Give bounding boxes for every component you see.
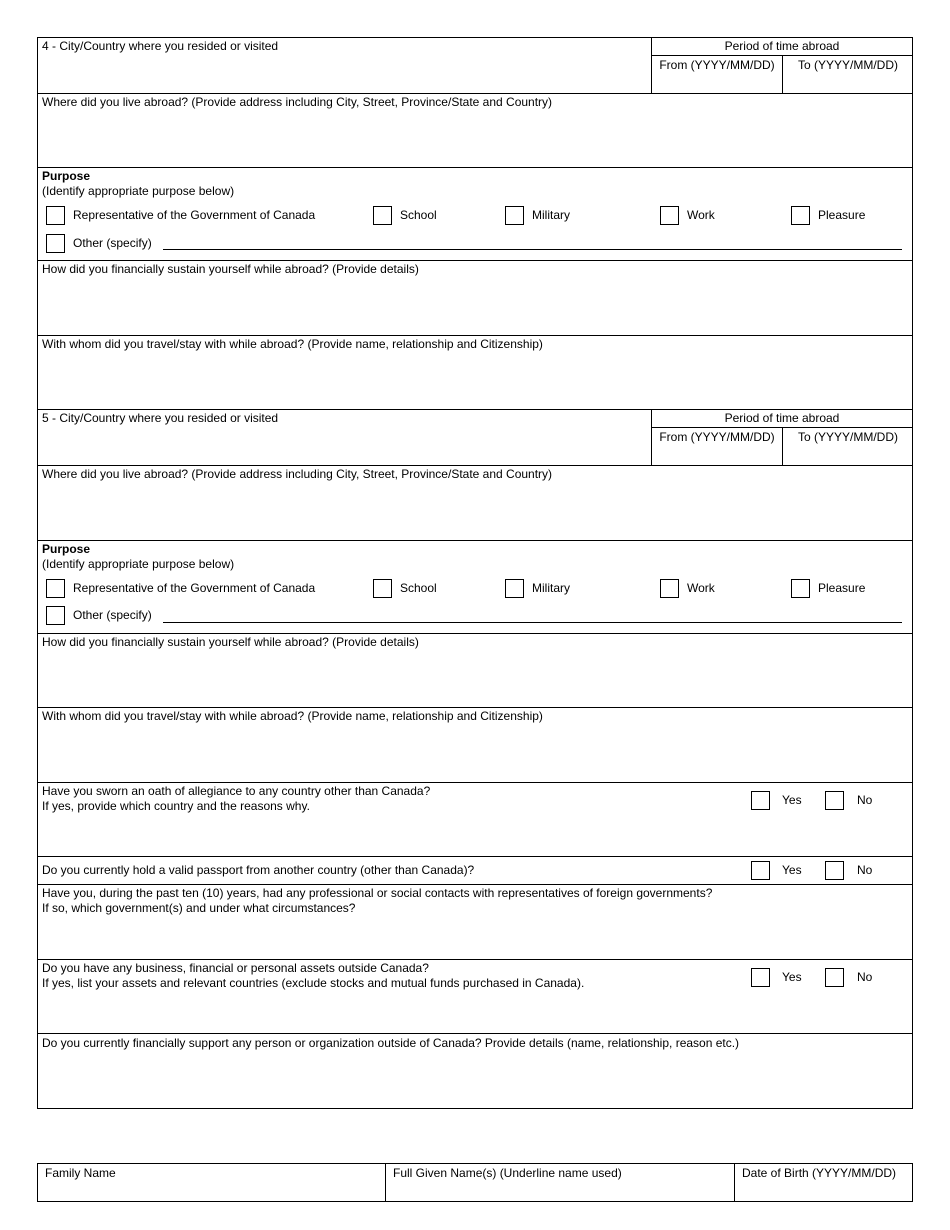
entry-4-checkbox-military[interactable] [505, 206, 524, 225]
given-names-input[interactable] [386, 1182, 733, 1201]
entry-4-option-work: Work [687, 208, 715, 222]
passport-no-label: No [857, 863, 873, 877]
entry-4-travel-label: With whom did you travel/stay with while abroad? (Provide name, relationship and Citizenship) [42, 337, 543, 351]
divider [37, 884, 913, 885]
entry-4-checkbox-school[interactable] [373, 206, 392, 225]
entry-5-checkbox-government[interactable] [46, 579, 65, 598]
contacts-question-line2: If so, which government(s) and under what circumstances? [42, 901, 356, 915]
given-names-label: Full Given Name(s) (Underline name used) [393, 1166, 622, 1180]
entry-4-checkbox-work[interactable] [660, 206, 679, 225]
family-name-input[interactable] [38, 1182, 384, 1201]
contacts-question-line1: Have you, during the past ten (10) years, had any professional or social contacts with representatives of foreign governments? [42, 886, 713, 900]
divider [37, 335, 913, 336]
assets-no-label: No [857, 970, 873, 984]
entry-5-purpose-hint: (Identify appropriate purpose below) [42, 557, 235, 571]
oath-question-line1: Have you sworn an oath of allegiance to any country other than Canada? [42, 784, 431, 798]
entry-5-checkbox-military[interactable] [505, 579, 524, 598]
entry-5-sustain-input[interactable] [38, 652, 912, 707]
divider [37, 959, 913, 960]
entry-5-other-label: Other (specify) [73, 608, 152, 622]
entry-5-checkbox-other[interactable] [46, 606, 65, 625]
entry-5-city-country-input[interactable] [38, 428, 650, 465]
oath-question-line2: If yes, provide which country and the reasons why. [42, 799, 310, 813]
divider [37, 633, 913, 634]
entry-4-option-pleasure: Pleasure [818, 208, 866, 222]
entry-4-purpose-title: Purpose [42, 169, 91, 183]
assets-question-line2: If yes, list your assets and relevant countries (exclude stocks and mutual funds purchased in Canada). [42, 976, 585, 990]
entry-4-option-military: Military [532, 208, 570, 222]
family-name-label: Family Name [45, 1166, 116, 1180]
entry-5-to-input[interactable] [783, 446, 912, 465]
entry-5-travel-input[interactable] [38, 726, 912, 781]
oath-no-label: No [857, 793, 873, 807]
entry-4-purpose-hint: (Identify appropriate purpose below) [42, 184, 235, 198]
assets-yes-checkbox[interactable] [751, 968, 770, 987]
passport-yes-checkbox[interactable] [751, 861, 770, 880]
divider [37, 1033, 913, 1034]
entry-4-option-government: Representative of the Government of Canada [73, 208, 316, 222]
entry-4-sustain-input[interactable] [38, 279, 912, 334]
entry-4-other-specify-line[interactable] [163, 249, 902, 250]
entry-4-period-label: Period of time abroad [724, 39, 840, 53]
entry-4-travel-input[interactable] [38, 353, 912, 408]
entry-5-period-label: Period of time abroad [724, 411, 840, 425]
entry-4-address-input[interactable] [38, 112, 912, 166]
entry-5-option-military: Military [532, 581, 570, 595]
entry-4-to-input[interactable] [783, 74, 912, 93]
assets-details-input[interactable] [38, 993, 912, 1032]
assets-yes-label: Yes [782, 970, 802, 984]
passport-question: Do you currently hold a valid passport from another country (other than Canada)? [42, 863, 475, 877]
date-of-birth-input[interactable] [735, 1182, 912, 1201]
divider [37, 409, 913, 410]
divider [37, 856, 913, 857]
entry-5-option-school: School [400, 581, 437, 595]
entry-4-city-country-label: 4 - City/Country where you resided or visited [42, 39, 279, 53]
entry-4-other-label: Other (specify) [73, 236, 152, 250]
oath-details-input[interactable] [38, 816, 912, 856]
oath-yes-checkbox[interactable] [751, 791, 770, 810]
contacts-details-input[interactable] [38, 918, 912, 958]
entry-4-to-label: To (YYYY/MM/DD) [797, 58, 898, 72]
entry-5-checkbox-school[interactable] [373, 579, 392, 598]
entry-5-from-label: From (YYYY/MM/DD) [659, 430, 775, 444]
entry-4-checkbox-other[interactable] [46, 234, 65, 253]
support-details-input[interactable] [38, 1052, 912, 1107]
passport-yes-label: Yes [782, 863, 802, 877]
entry-4-from-input[interactable] [652, 74, 782, 93]
entry-5-to-label: To (YYYY/MM/DD) [797, 430, 898, 444]
entry-4-city-country-input[interactable] [38, 55, 650, 93]
entry-5-checkbox-work[interactable] [660, 579, 679, 598]
entry-5-option-pleasure: Pleasure [818, 581, 866, 595]
support-question: Do you currently financially support any person or organization outside of Canada? Provide details (name, relationship, reason etc.) [42, 1036, 740, 1050]
divider [37, 540, 913, 541]
entry-4-from-label: From (YYYY/MM/DD) [659, 58, 775, 72]
entry-5-city-country-label: 5 - City/Country where you resided or visited [42, 411, 279, 425]
divider [37, 260, 913, 261]
entry-5-option-work: Work [687, 581, 715, 595]
entry-4-address-label: Where did you live abroad? (Provide address including City, Street, Province/State and Country) [42, 95, 553, 109]
entry-5-address-label: Where did you live abroad? (Provide address including City, Street, Province/State and Country) [42, 467, 553, 481]
divider [37, 465, 913, 466]
divider [37, 93, 913, 94]
oath-yes-label: Yes [782, 793, 802, 807]
divider [37, 167, 913, 168]
entry-4-checkbox-pleasure[interactable] [791, 206, 810, 225]
entry-5-option-government: Representative of the Government of Canada [73, 581, 316, 595]
assets-no-checkbox[interactable] [825, 968, 844, 987]
entry-5-address-input[interactable] [38, 484, 912, 539]
entry-5-sustain-label: How did you financially sustain yourself while abroad? (Provide details) [42, 635, 419, 649]
entry-4-sustain-label: How did you financially sustain yourself while abroad? (Provide details) [42, 262, 419, 276]
entry-4-checkbox-government[interactable] [46, 206, 65, 225]
oath-no-checkbox[interactable] [825, 791, 844, 810]
entry-5-purpose-title: Purpose [42, 542, 91, 556]
entry-5-travel-label: With whom did you travel/stay with while abroad? (Provide name, relationship and Citizenship) [42, 709, 543, 723]
passport-no-checkbox[interactable] [825, 861, 844, 880]
date-of-birth-label: Date of Birth (YYYY/MM/DD) [742, 1166, 897, 1180]
divider [37, 707, 913, 708]
divider [37, 782, 913, 783]
assets-question-line1: Do you have any business, financial or personal assets outside Canada? [42, 961, 429, 975]
entry-5-checkbox-pleasure[interactable] [791, 579, 810, 598]
entry-5-from-input[interactable] [652, 446, 782, 465]
entry-5-other-specify-line[interactable] [163, 622, 902, 623]
entry-4-option-school: School [400, 208, 437, 222]
